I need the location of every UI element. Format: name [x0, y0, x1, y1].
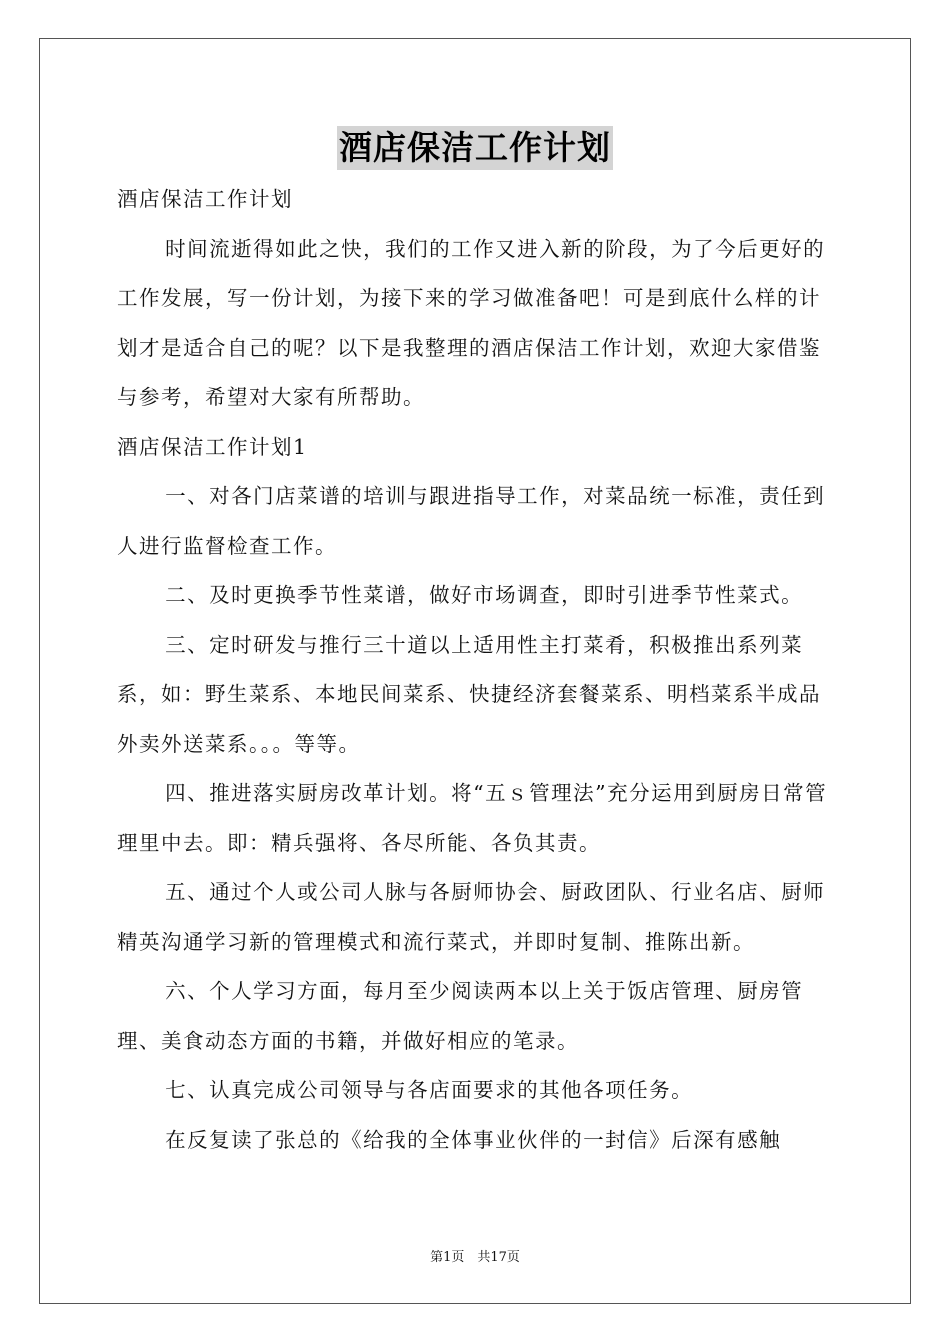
list-item: 四、推进落实厨房改革计划。将“五ｓ管理法”充分运用到厨房日常管理里中去。即：精兵强将、各尽所能、各负其责。: [117, 781, 828, 855]
list-item: 六、个人学习方面，每月至少阅读两本以上关于饭店管理、厨房管理、美食动态方面的书籍，并做好相应的笔录。: [117, 979, 804, 1053]
list-item: 二、及时更换季节性菜谱，做好市场调查，即时引进季节性菜式。: [165, 583, 804, 607]
closing-paragraph: 在反复读了张总的《给我的全体事业伙伴的一封信》后深有感触: [165, 1127, 782, 1152]
list-item: 三、定时研发与推行三十道以上适用性主打菜肴，积极推出系列菜系，如：野生菜系、本地民间菜系、快捷经济套餐菜系、明档菜系半成品外卖外送菜系。。。等等。: [117, 632, 821, 756]
title-container: [0, 126, 950, 170]
subtitle: 酒店保洁工作计划: [117, 187, 293, 211]
list-item: 七、认真完成公司领导与各店面要求的其他各项任务。: [165, 1078, 694, 1102]
document-title: 酒店保洁工作计划: [337, 126, 613, 170]
section-heading: 酒店保洁工作计划1: [117, 434, 308, 459]
document-body: [117, 175, 835, 1165]
list-item: 五、通过个人或公司人脉与各厨师协会、厨政团队、行业名店、厨师精英沟通学习新的管理模式和流行菜式，并即时复制、推陈出新。: [117, 880, 826, 954]
list-item: 一、对各门店菜谱的培训与跟进指导工作，对菜品统一标准，责任到人进行监督检查工作。: [117, 484, 826, 558]
intro-paragraph: 时间流逝得如此之快，我们的工作又进入新的阶段，为了今后更好的工作发展，写一份计划，为接下来的学习做准备吧！可是到底什么样的计划才是适合自己的呢？以下是我整理的酒店保洁工作计划，欢迎大家借鉴与参考，希望对大家有所帮助。: [117, 236, 826, 409]
page-footer: 第1页 共17页: [430, 1250, 520, 1265]
